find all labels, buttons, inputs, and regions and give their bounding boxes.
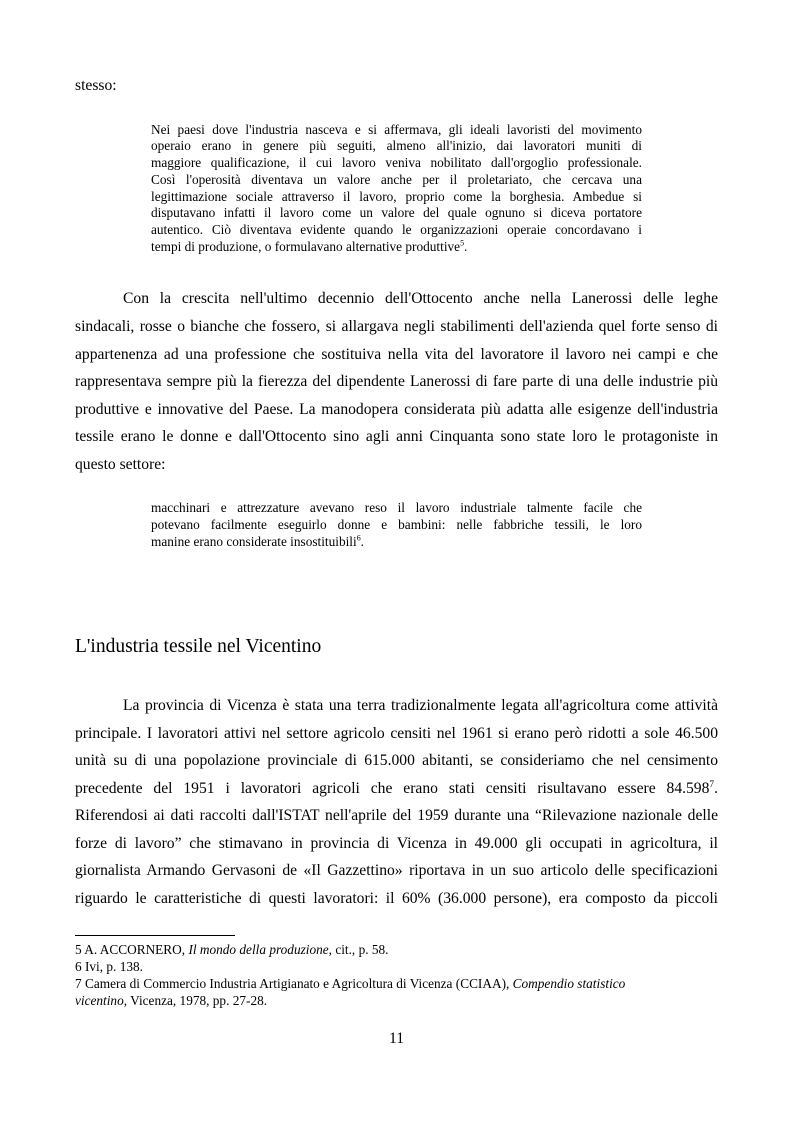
quote-line: operaio erano in genere più seguiti, almeno all'inizio, dai lavoratori muniti di: [151, 138, 642, 153]
quote-line: Così l'operosità diventava un valore anche per il proletariato, che cercava una: [151, 172, 642, 187]
paragraph-line: riguardo le caratteristiche di questi lavoratori: il 60% (36.000 persone), era composto da piccoli: [75, 890, 718, 907]
quote-line: macchinari e attrezzature avevano reso il lavoro industriale talmente facile che: [151, 500, 642, 515]
paragraph-line: La provincia di Vicenza è stata una terra tradizionalmente legata all'agricoltura come attività: [123, 697, 718, 714]
paragraph-line: giornalista Armando Gervasoni de «Il Gazzettino» riportava in un suo articolo delle specificazioni: [75, 862, 718, 879]
quote-line: maggiore qualificazione, il cui lavoro veniva nobilitato dall'orgoglio professionale.: [151, 155, 642, 170]
quote-line: legittimazione sociale attraverso il lavoro, proprio come la borghesia. Ambedue si: [151, 189, 642, 204]
footnote-ref[interactable]: 6: [356, 533, 361, 543]
paragraph-line: sindacali, rosse o bianche che fossero, si allargava negli stabilimenti dell'azienda quel forte senso di: [75, 318, 718, 335]
footnote-ref[interactable]: 7: [709, 779, 715, 790]
paragraph-line: Con la crescita nell'ultimo decennio dell'Ottocento anche nella Lanerossi delle leghe: [123, 290, 718, 307]
paragraph-line: produttive e innovative del Paese. La manodopera considerata più adatta alle esigenze dell'industria: [75, 401, 718, 418]
quote-line: potevano facilmente eseguirlo donne e bambini: nelle fabbriche tessili, le loro: [151, 517, 642, 532]
intro-text: stesso:: [75, 77, 117, 94]
quote-line: tempi di produzione, o formulavano alternative produttive$^5$.: [151, 238, 468, 254]
quote-line: disputavano infatti il lavoro come un valore del quale ognuno si diceva portatore: [151, 205, 642, 220]
footnote-7: 7 Camera di Commercio Industria Artigianato e Agricoltura di Vicenza (CCIAA), Compendio statistico: [75, 976, 626, 991]
footnote-ref[interactable]: 5: [460, 238, 465, 248]
paragraph-line: rappresentava sempre più la fierezza del dipendente Lanerossi di fare parte di una delle industrie più: [75, 373, 718, 390]
paragraph-line: tessile erano le donne e dall'Ottocento sino agli anni Cinquanta sono state loro le protagoniste in: [75, 428, 718, 445]
quote-line: manine erano considerate insostituibili$^6$.: [151, 533, 364, 549]
quote-line: Nei paesi dove l'industria nasceva e si affermava, gli ideali lavoristi del movimento: [151, 122, 642, 137]
paragraph-line: appartenenza ad una professione che sostituiva nella vita del lavoratore il lavoro nei campi e che: [75, 346, 718, 363]
quote-line: autentico. Ciò diventava evidente quando le organizzazioni operaie concordavano i: [151, 222, 642, 237]
paragraph-line: unità su di una popolazione provinciale di 615.000 abitanti, se consideriamo che nel censimento: [75, 752, 718, 769]
paragraph-line: Riferendosi ai dati raccolti dall'ISTAT nell'aprile del 1959 durante una “Rilevazione nazionale delle: [75, 807, 718, 824]
footnote-7-continued: vicentino, Vicenza, 1978, pp. 27-28.: [75, 993, 268, 1008]
paragraph-line: precedente del 1951 i lavoratori agricoli che erano stati censiti risultavano essere 84.598$^7$.: [75, 779, 718, 797]
paragraph-line: questo settore:: [75, 456, 166, 473]
page-number: 11: [388, 1030, 404, 1047]
footnote-divider: [75, 935, 235, 936]
footnote-6: 6 Ivi, p. 138.: [75, 959, 143, 974]
section-heading: L'industria tessile nel Vicentino: [75, 636, 322, 657]
paragraph-line: principale. I lavoratori attivi nel settore agricolo censiti nel 1961 si erano però ridotti a sole 46.500: [75, 725, 718, 742]
paragraph-line: forze di lavoro” che stimavano in provincia di Vicenza in 49.000 gli occupati in agricoltura, il: [75, 835, 718, 852]
footnote-5: 5 A. ACCORNERO, Il mondo della produzione, cit., p. 58.: [75, 942, 389, 957]
